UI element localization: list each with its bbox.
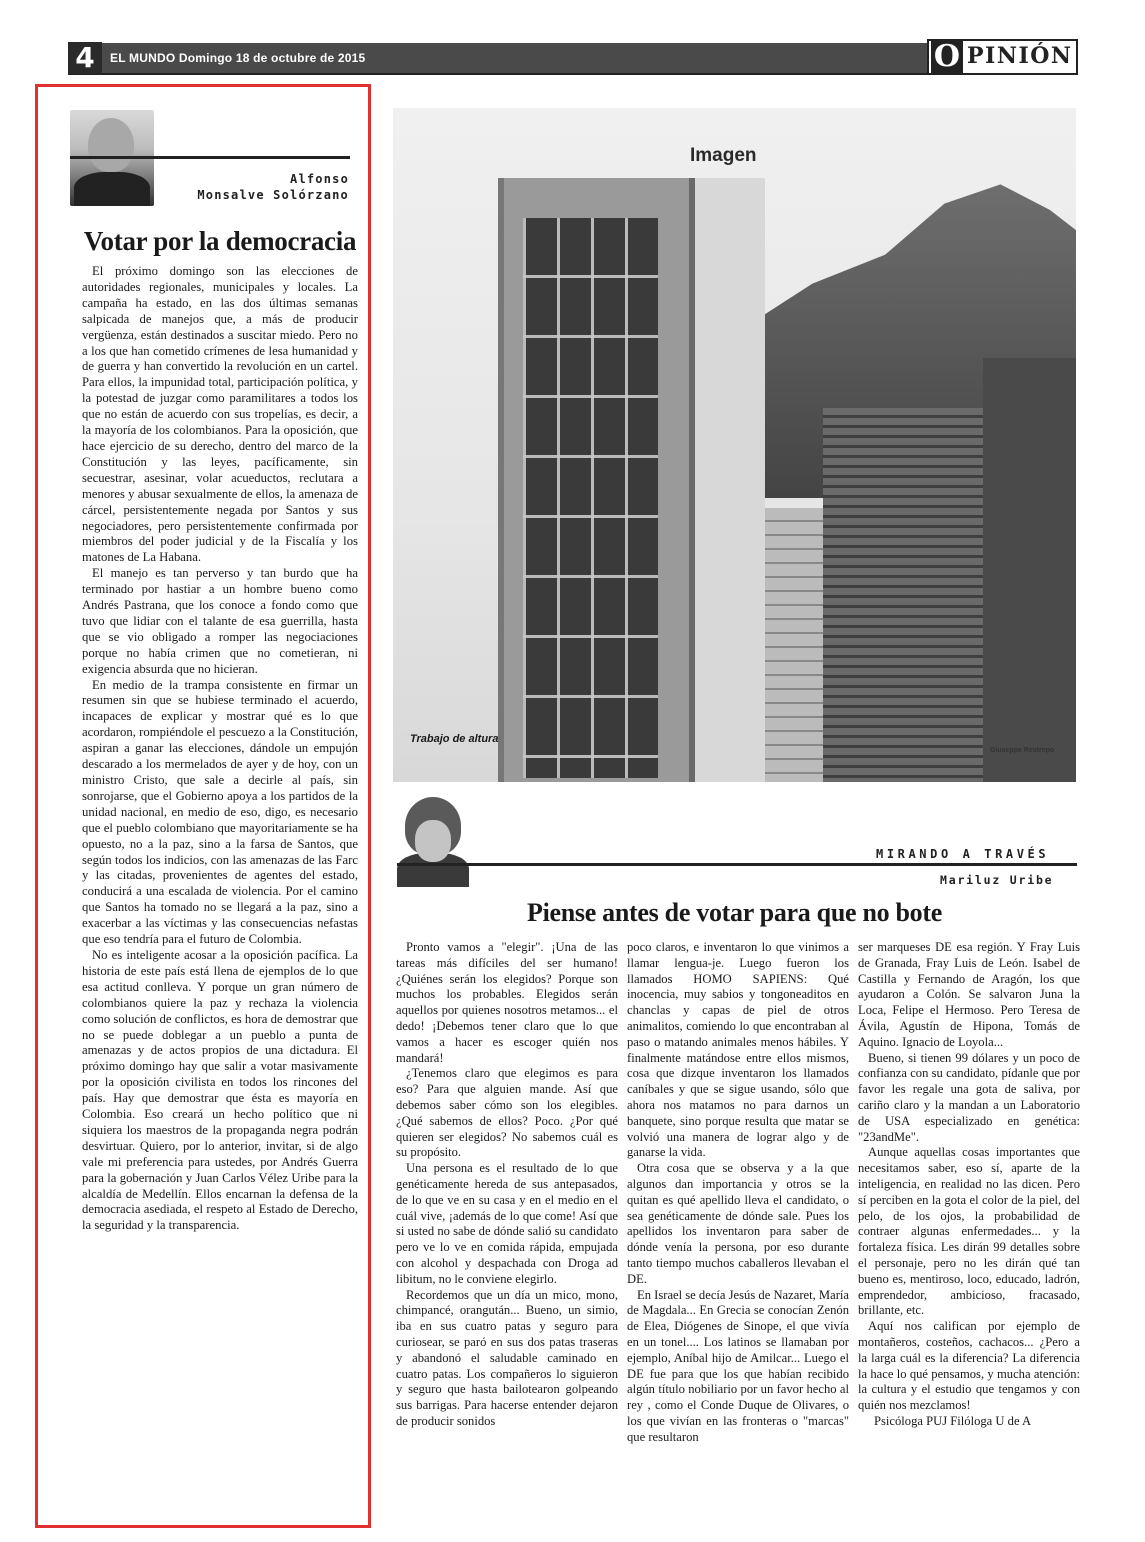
paragraph: poco claros, e inventaron lo que vinimos a llamar lengua-je. Luego fueron los llamados HOMO SAPIENS: Qué inocencia, muy sabios y tongoneaditos en chanclas y capas de piel de otros animalitos, comiendo lo que encontraban al paso o matando animales menos hábiles. Y finalmente matándose entre ellos mismos, cosa que dizque inventaron los llamados caníbales y que se sigue usando, sólo que ahora nos matamos no para darnos un banquete, sino porque resulta que matar se volvió una manera de lograr algo y de ganarse la vida. [627,940,849,1160]
left-article-title: Votar por la democracia [83,226,357,256]
photo-label: Imagen [690,145,757,166]
paragraph: En Israel se decía Jesús de Nazaret, María de Magdala... En Grecia se conocían Zenón de Elea, Diógenes de Sinope, el que vivía en un tonel.... Los latinos se llamaban por ejemplo, Aníbal hijo de Amilcar... Luego el DE fue para que los que habían recibido algún título nobiliario por un favor hecho al rey , como el Conde Duque de Olivares, o los que vivían en las fronteras o "marcas" que resultaron [627,1287,849,1444]
author-first-name: Alfonso [290,172,349,186]
column-name: MIRANDO A TRAVÉS [876,847,1050,861]
paragraph: El próximo domingo son las elecciones de autoridades regionales, municipales y locales. La campaña ha estado, en las dos últimas semanas salpicada de manejos que, a más de producir vergüenza, están destinados a suscitar miedo. Pero no a los que han cometido crímenes de lesa humanidad y de guerra y han convertido la revolución en un cartel. Para ellos, la impunidad total, participación política, y la potestad de juzgar como paramilitares a todos los que no están de acuerdo con sus tropelías, es decir, a la mayoría de los colombianos. Para la oposición, que hace ejercicio de su derecho, dentro del marco de la Constitución y las leyes, pacíficamente, sin secuestrar, asesinar, volar acueductos, reclutara a menores y abusar sexualmente de ellos, la amenaza de cárcel, persistentemente negada por Santos y sus negociadores, pero persistentemente confirmada por miembros del poder judicial y de la Fiscalía y los matones de La Habana. [82,264,358,565]
photo-tower-side [683,178,765,782]
paper-info: EL MUNDO Domingo 18 de octubre de 2015 [110,51,366,65]
paragraph: Una persona es el resultado de lo que genéticamente hereda de sus antepasados, de lo que ve en su casa y en el medio en el cuál vive, ¡además de lo que come! Así que si usted no sabe de dónde salió su candidato pero ve lo ve en comida rápida, empujada con alcohol y despachada con Droga ad libitum, no le conviene elegirlo. [396,1161,618,1286]
photo-credit: Giuseppe Restrepo [990,747,1055,754]
article-column-2 [627,940,849,1482]
section-name: PINIÓN [967,43,1073,69]
feature-photo [393,108,1076,782]
paragraph: Bueno, si tienen 99 dólares y un poco de confianza con su candidato, pídanle que por favor les regale una gota de saliva, por cariño claro y la mandan a un Laboratorio de USA especializado en genética: "23andMe". [858,1050,1080,1144]
right-article-title: Piense antes de votar para que no bote [527,898,942,927]
author-name: Mariluz Uribe [940,873,1054,887]
paragraph: Aunque aquellas cosas importantes que necesitamos saber, eso sí, aparte de la inteligencia, en realidad no las dicen. Pero sí perciben en la gota el color de la piel, del pelo, de los ojos, la probabilidad de contraer algunas enfermedades... y la fortaleza física. Les dirán 99 detalles sobre el personaje, pero no les dirán qué tan bueno es, mentiroso, loco, educado, ladrón, emprendedor, ambicioso, fracasado, brillante, etc. [858,1145,1080,1318]
paragraph: ¿Tenemos claro que elegimos es para eso? Para que alguien mande. Así que debemos saber cómo son los elegibles. ¿Qué sabemos de ellos? Poco. ¿Por qué quieren ser elegidos? No sabemos cuál es su propósito. [396,1066,618,1160]
section-initial: O [931,41,963,73]
paragraph: Recordemos que un día un mico, mono, chimpancé, orangután... Bueno, un simio, iba en sus cuatro patas y seguro para curiosear, se paró en sus dos patas traseras y abandonó el saludable caminado en cuatro patas. Los compañeros lo siguieron y seguro que hasta bailotearon golpeando sus barrigas. Para hacerse entender dejaron de producir sonidos [396,1287,618,1428]
photo-caption: Trabajo de altura [410,733,499,745]
author-rule [397,863,1077,866]
author-rule [70,156,350,159]
article-column-3 [858,940,1080,1482]
paragraph: ser marqueses DE esa región. Y Fray Luis de Granada, Fray Luis de León. Isabel de Castilla y Fernando de Aragón, los que ayudaron a Colón. Se salvaron Juna la Loca, Felipe el Hermoso. Pero Teresa de Ávila, Agustín de Hipona, Tomás de Aquino. Ignacio de Loyola... [858,940,1080,1049]
article-column-1 [396,940,618,1482]
paragraph: No es inteligente acosar a la oposición pacífica. La historia de este país está llena de ejemplos de lo que esa actitud conlleva. Y porque un gran número de colombianos quiere la paz y rechaza la violencia como solución de conflictos, es hora de demostrar que no se puede doblegar a un pueblo a punta de amenazas y de actos propios de una dictadura. El próximo domingo hay que salir a votar masivamente por la oposición civilista en todos los rincones del país. Hay que demostrar que ésta es mayoría en Colombia. Eso creará un hecho político que ni siquiera los maestros de la propaganda negra podrán desvirtuar. Quiero, por lo anterior, invitar, si de algo vale mi preferencia para ustedes, por Andrés Guerra para la gobernación y Juan Carlos Vélez Uribe para la alcaldía de Medellín. Ellos encarnan la defensa de la democracia asediada, el respeto al Estado de Derecho, la seguridad y la transparencia. [82,947,358,1233]
paragraph: Aquí nos califican por ejemplo de montañeros, costeños, cachacos... ¿Pero a la larga cuál es la diferencia? La diferencia la hace lo qué pensamos, y mucha atención: la cultura y el estudio que tengamos y con quién nos mezclamos! [858,1319,1080,1413]
author-last-name: Monsalve Solórzano [197,188,349,202]
paragraph: El manejo es tan perverso y tan burdo que ha terminado por hastiar a un hombre bueno como Andrés Pastrana, que los conoce a fondo como que tuvo que lidiar con el talante de esa guerrilla, hasta que se vio obligado a romper las negociaciones porque no había crimen que no cometieran, ni exigencia absurda que no hicieran. [82,566,358,676]
photo-building [983,358,1076,782]
author-signature: Psicóloga PUJ Filóloga U de A [874,1413,1032,1428]
paragraph: Otra cosa que se observa y a la que algunos dan importancia y otros se la quitan es qué apellido lleva el candidato, o sea genéticamente de dónde sale. Pues los apellidos los inventaron para saber de dónde venía la persona, por eso durante tanto tiempo muchos caballeros llevaban el DE. [627,1161,849,1286]
paragraph: En medio de la trampa consistente en firmar un resumen sin que se hubiese terminado el acuerdo, incapaces de explicar y mostrar qué es lo que acordaron, rompiéndole el pescuezo a la Constitución, aspiran a ganar las elecciones, dándole un empujón descarado a los mermelados de ayer y de hoy, con un ministro Cristo, que sale a decirle al país, sin sonrojarse, que el Gobierno apoya a los partidos de la unidad nacional, en medio de eso, digo, es necesario que el pueblo colombiano que mayoritariamente se ha opuesto, no a la paz, sino a la farsa de Santos, que según todos los indicios, con las amenazas de las Farc y las citadas, provenientes de agentes del estado, conducirá a una escalada de violencia. Por el camino que Santos ha tomado no se llegará a la paz, sino a exacerbar a las víctimas y las consecuencias nefastas que eso tendría para el futuro de Colombia. [82,677,358,947]
author-photo-face [415,820,451,862]
page-number: 4 [68,42,102,74]
left-article-body [82,264,358,1486]
section-tag [927,39,1078,75]
paragraph: Pronto vamos a "elegir". ¡Una de las tareas más difíciles del ser humano! ¿Quiénes serán los elegidos? Porque son muchos los probables. Elegidos serán aquellos por quienes nosotros metamos... el dedo! ¡Debemos tener claro que lo que vamos a hacer es escoger quién nos mandará! [396,940,618,1065]
photo-glass-facade [523,218,658,778]
